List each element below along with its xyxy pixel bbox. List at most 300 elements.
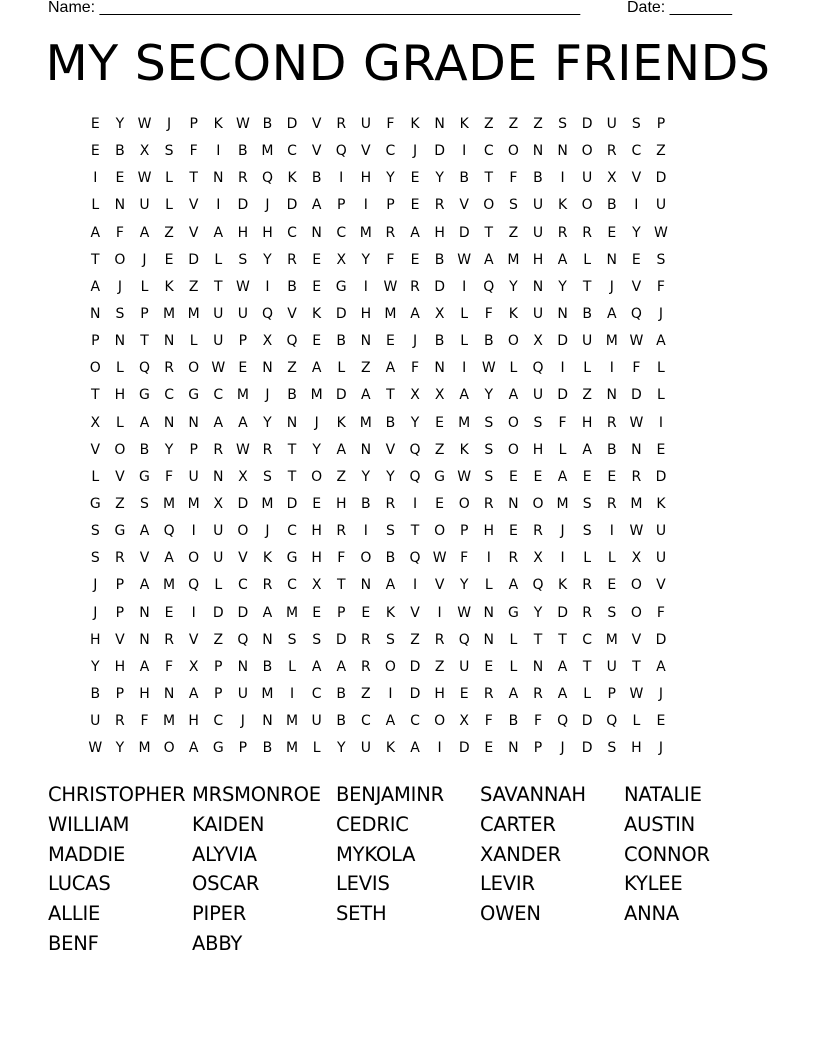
grid-letter[interactable]: N: [213, 468, 224, 485]
grid-letter[interactable]: T: [484, 170, 494, 187]
grid-letter[interactable]: C: [164, 387, 174, 404]
grid-letter[interactable]: F: [460, 550, 469, 567]
grid-letter[interactable]: K: [287, 170, 297, 187]
grid-letter[interactable]: N: [508, 740, 519, 757]
grid-letter[interactable]: L: [657, 360, 665, 377]
grid-letter[interactable]: O: [114, 251, 126, 268]
grid-letter[interactable]: U: [606, 116, 617, 133]
grid-letter[interactable]: Q: [557, 713, 569, 730]
grid-letter[interactable]: M: [605, 333, 618, 350]
grid-letter[interactable]: E: [164, 251, 174, 268]
grid-letter[interactable]: O: [434, 713, 446, 730]
grid-letter[interactable]: N: [483, 631, 495, 648]
grid-letter[interactable]: W: [629, 333, 644, 350]
grid-letter[interactable]: B: [606, 197, 617, 214]
grid-letter[interactable]: Y: [336, 740, 346, 757]
grid-letter[interactable]: Z: [508, 224, 519, 241]
grid-letter[interactable]: H: [532, 441, 544, 458]
grid-letter[interactable]: A: [410, 306, 420, 323]
grid-letter[interactable]: A: [459, 387, 469, 404]
grid-letter[interactable]: C: [287, 577, 297, 594]
grid-letter[interactable]: B: [262, 116, 273, 133]
grid-letter[interactable]: F: [189, 143, 198, 160]
grid-letter[interactable]: R: [410, 278, 420, 295]
grid-letter[interactable]: S: [385, 523, 395, 540]
grid-letter[interactable]: F: [484, 306, 493, 323]
grid-letter[interactable]: G: [89, 496, 101, 513]
grid-letter[interactable]: L: [632, 713, 641, 730]
grid-letter[interactable]: X: [90, 414, 101, 431]
grid-letter[interactable]: A: [484, 251, 494, 268]
grid-letter[interactable]: N: [557, 143, 568, 160]
grid-letter[interactable]: E: [410, 251, 420, 268]
grid-letter[interactable]: F: [656, 278, 665, 295]
grid-letter[interactable]: K: [312, 306, 322, 323]
grid-letter[interactable]: U: [582, 333, 593, 350]
grid-letter[interactable]: E: [459, 686, 469, 703]
grid-letter[interactable]: L: [583, 686, 592, 703]
grid-letter[interactable]: T: [410, 523, 420, 540]
grid-letter[interactable]: W: [137, 170, 152, 187]
grid-letter[interactable]: D: [286, 116, 298, 133]
grid-letter[interactable]: Y: [164, 441, 174, 458]
grid-letter[interactable]: B: [90, 686, 101, 703]
grid-letter[interactable]: H: [311, 523, 322, 540]
grid-letter[interactable]: U: [606, 658, 617, 675]
grid-letter[interactable]: O: [434, 523, 446, 540]
grid-letter[interactable]: J: [93, 577, 98, 594]
grid-letter[interactable]: N: [532, 658, 544, 675]
grid-letter[interactable]: K: [336, 414, 346, 431]
grid-letter[interactable]: P: [656, 116, 666, 133]
grid-letter[interactable]: K: [557, 197, 568, 214]
grid-letter[interactable]: Z: [188, 278, 199, 295]
grid-letter[interactable]: L: [165, 197, 173, 214]
grid-letter[interactable]: F: [632, 360, 641, 377]
grid-letter[interactable]: R: [582, 604, 593, 621]
grid-letter[interactable]: V: [188, 197, 199, 214]
grid-letter[interactable]: U: [459, 658, 470, 675]
grid-letter[interactable]: A: [508, 577, 519, 594]
grid-letter[interactable]: W: [88, 740, 103, 757]
grid-letter[interactable]: N: [483, 604, 495, 621]
grid-letter[interactable]: T: [632, 658, 641, 675]
grid-letter[interactable]: E: [435, 496, 445, 513]
grid-letter[interactable]: H: [483, 523, 495, 540]
grid-letter[interactable]: L: [337, 360, 346, 377]
grid-letter[interactable]: W: [235, 278, 250, 295]
grid-letter[interactable]: J: [658, 306, 664, 323]
grid-letter[interactable]: X: [459, 713, 469, 730]
grid-letter[interactable]: T: [287, 441, 297, 458]
grid-letter[interactable]: I: [388, 686, 393, 703]
grid-letter[interactable]: E: [361, 604, 371, 621]
grid-letter[interactable]: G: [188, 387, 200, 404]
grid-letter[interactable]: R: [606, 496, 617, 513]
grid-letter[interactable]: I: [462, 360, 467, 377]
grid-letter[interactable]: L: [484, 577, 493, 594]
grid-letter[interactable]: N: [237, 658, 249, 675]
grid-letter[interactable]: O: [188, 360, 200, 377]
grid-letter[interactable]: R: [582, 577, 593, 594]
grid-letter[interactable]: X: [606, 170, 617, 187]
grid-letter[interactable]: W: [235, 441, 250, 458]
grid-letter[interactable]: H: [335, 496, 347, 513]
grid-letter[interactable]: B: [385, 414, 396, 431]
grid-letter[interactable]: D: [335, 387, 347, 404]
grid-letter[interactable]: U: [655, 523, 667, 540]
grid-letter[interactable]: E: [312, 604, 322, 621]
grid-letter[interactable]: R: [164, 360, 174, 377]
grid-letter[interactable]: T: [91, 387, 100, 404]
grid-letter[interactable]: M: [359, 224, 372, 241]
grid-letter[interactable]: Z: [656, 143, 666, 160]
grid-letter[interactable]: F: [533, 713, 543, 730]
grid-letter[interactable]: C: [385, 143, 396, 160]
grid-letter[interactable]: N: [532, 278, 544, 295]
grid-letter[interactable]: B: [311, 170, 322, 187]
grid-letter[interactable]: L: [115, 414, 124, 431]
grid-letter[interactable]: L: [583, 550, 592, 567]
grid-letter[interactable]: I: [560, 360, 565, 377]
grid-letter[interactable]: I: [216, 197, 221, 214]
grid-letter[interactable]: O: [507, 414, 519, 431]
grid-letter[interactable]: S: [607, 604, 617, 621]
grid-letter[interactable]: D: [188, 251, 200, 268]
grid-letter[interactable]: Y: [533, 604, 543, 621]
grid-letter[interactable]: S: [533, 414, 543, 431]
grid-letter[interactable]: R: [606, 414, 617, 431]
grid-letter[interactable]: B: [336, 686, 347, 703]
grid-letter[interactable]: Q: [458, 631, 470, 648]
grid-letter[interactable]: D: [286, 496, 298, 513]
grid-letter[interactable]: S: [631, 116, 641, 133]
grid-letter[interactable]: I: [191, 523, 196, 540]
grid-letter[interactable]: U: [532, 197, 544, 214]
grid-letter[interactable]: Y: [361, 468, 371, 485]
grid-letter[interactable]: W: [432, 550, 447, 567]
grid-letter[interactable]: V: [631, 631, 642, 648]
grid-letter[interactable]: O: [532, 496, 544, 513]
grid-letter[interactable]: R: [434, 631, 445, 648]
grid-letter[interactable]: I: [216, 143, 221, 160]
grid-letter[interactable]: N: [606, 387, 617, 404]
grid-letter[interactable]: Q: [630, 306, 642, 323]
grid-letter[interactable]: U: [139, 197, 150, 214]
grid-letter[interactable]: R: [115, 550, 125, 567]
grid-letter[interactable]: A: [139, 658, 150, 675]
grid-letter[interactable]: E: [90, 143, 100, 160]
grid-letter[interactable]: V: [188, 631, 199, 648]
grid-letter[interactable]: Z: [164, 224, 174, 241]
grid-letter[interactable]: Z: [115, 496, 125, 513]
grid-letter[interactable]: I: [437, 740, 442, 757]
grid-letter[interactable]: E: [582, 468, 592, 485]
grid-letter[interactable]: F: [115, 224, 124, 241]
grid-letter[interactable]: J: [265, 523, 270, 540]
grid-letter[interactable]: S: [287, 631, 297, 648]
grid-letter[interactable]: V: [361, 143, 371, 160]
grid-letter[interactable]: E: [410, 170, 420, 187]
grid-letter[interactable]: T: [386, 387, 395, 404]
grid-letter[interactable]: T: [91, 251, 100, 268]
grid-letter[interactable]: S: [508, 197, 518, 214]
grid-letter[interactable]: S: [263, 468, 272, 485]
grid-letter[interactable]: A: [557, 686, 568, 703]
grid-letter[interactable]: O: [507, 333, 519, 350]
grid-letter[interactable]: P: [337, 197, 346, 214]
grid-letter[interactable]: A: [361, 387, 371, 404]
grid-letter[interactable]: E: [607, 577, 617, 594]
date-field-label[interactable]: Date: _______: [627, 0, 732, 16]
grid-letter[interactable]: U: [532, 387, 544, 404]
grid-letter[interactable]: P: [115, 686, 125, 703]
grid-letter[interactable]: L: [140, 278, 149, 295]
grid-letter[interactable]: X: [238, 468, 248, 485]
grid-letter[interactable]: D: [335, 631, 347, 648]
grid-letter[interactable]: N: [163, 686, 175, 703]
grid-letter[interactable]: S: [312, 631, 322, 648]
grid-letter[interactable]: L: [509, 360, 518, 377]
grid-letter[interactable]: M: [556, 496, 569, 513]
grid-letter[interactable]: I: [560, 550, 565, 567]
grid-letter[interactable]: A: [606, 306, 617, 323]
grid-letter[interactable]: I: [412, 577, 418, 594]
grid-letter[interactable]: U: [532, 224, 544, 241]
grid-letter[interactable]: W: [457, 468, 472, 485]
grid-letter[interactable]: W: [235, 116, 250, 133]
grid-letter[interactable]: A: [90, 224, 101, 241]
grid-letter[interactable]: J: [560, 740, 565, 757]
grid-letter[interactable]: N: [532, 143, 544, 160]
grid-letter[interactable]: V: [139, 550, 150, 567]
grid-letter[interactable]: D: [458, 740, 470, 757]
grid-letter[interactable]: A: [139, 523, 150, 540]
grid-letter[interactable]: N: [262, 631, 273, 648]
grid-letter[interactable]: X: [631, 550, 642, 567]
grid-letter[interactable]: I: [609, 523, 614, 540]
grid-letter[interactable]: U: [188, 468, 199, 485]
grid-letter[interactable]: R: [360, 658, 371, 675]
grid-letter[interactable]: A: [139, 224, 150, 241]
grid-letter[interactable]: H: [262, 224, 273, 241]
grid-letter[interactable]: Q: [261, 306, 273, 323]
grid-letter[interactable]: E: [631, 251, 641, 268]
grid-letter[interactable]: O: [114, 441, 126, 458]
grid-letter[interactable]: B: [508, 713, 519, 730]
grid-letter[interactable]: E: [656, 713, 666, 730]
grid-letter[interactable]: E: [164, 604, 174, 621]
grid-letter[interactable]: A: [656, 333, 666, 350]
grid-letter[interactable]: I: [265, 278, 270, 295]
grid-letter[interactable]: N: [508, 496, 519, 513]
grid-letter[interactable]: A: [311, 197, 322, 214]
grid-letter[interactable]: J: [658, 686, 664, 703]
grid-letter[interactable]: A: [188, 740, 199, 757]
grid-letter[interactable]: C: [336, 224, 347, 241]
grid-letter[interactable]: V: [656, 577, 666, 594]
grid-letter[interactable]: D: [409, 658, 421, 675]
grid-letter[interactable]: S: [582, 496, 592, 513]
grid-letter[interactable]: H: [188, 713, 199, 730]
grid-letter[interactable]: U: [237, 306, 248, 323]
grid-letter[interactable]: Y: [386, 170, 395, 187]
grid-letter[interactable]: R: [483, 496, 494, 513]
grid-letter[interactable]: X: [336, 251, 347, 268]
grid-letter[interactable]: Y: [263, 251, 272, 268]
grid-letter[interactable]: O: [188, 550, 200, 567]
grid-letter[interactable]: I: [462, 143, 467, 160]
grid-letter[interactable]: E: [115, 170, 125, 187]
grid-letter[interactable]: C: [237, 577, 248, 594]
grid-letter[interactable]: N: [114, 197, 126, 214]
grid-letter[interactable]: R: [533, 523, 543, 540]
grid-letter[interactable]: X: [262, 333, 273, 350]
grid-letter[interactable]: C: [287, 143, 297, 160]
grid-letter[interactable]: X: [410, 387, 420, 404]
grid-letter[interactable]: M: [187, 306, 200, 323]
grid-letter[interactable]: J: [240, 713, 245, 730]
grid-letter[interactable]: J: [117, 278, 122, 295]
grid-letter[interactable]: H: [581, 414, 593, 431]
grid-letter[interactable]: P: [189, 116, 198, 133]
grid-letter[interactable]: N: [188, 414, 199, 431]
grid-letter[interactable]: U: [237, 686, 248, 703]
grid-letter[interactable]: G: [286, 550, 298, 567]
grid-letter[interactable]: B: [139, 441, 150, 458]
grid-letter[interactable]: M: [384, 306, 397, 323]
grid-letter[interactable]: J: [412, 143, 418, 160]
grid-letter[interactable]: J: [314, 414, 319, 431]
grid-letter[interactable]: Y: [632, 224, 641, 241]
grid-letter[interactable]: J: [142, 251, 147, 268]
grid-letter[interactable]: O: [89, 360, 101, 377]
grid-letter[interactable]: S: [238, 251, 248, 268]
grid-letter[interactable]: O: [458, 496, 470, 513]
grid-letter[interactable]: A: [164, 550, 174, 567]
grid-letter[interactable]: N: [163, 333, 175, 350]
grid-letter[interactable]: P: [115, 604, 125, 621]
grid-letter[interactable]: V: [311, 116, 322, 133]
grid-letter[interactable]: K: [557, 577, 568, 594]
grid-letter[interactable]: K: [410, 116, 420, 133]
grid-letter[interactable]: F: [386, 116, 395, 133]
grid-letter[interactable]: D: [237, 197, 249, 214]
grid-letter[interactable]: B: [385, 550, 396, 567]
grid-letter[interactable]: V: [238, 550, 248, 567]
grid-letter[interactable]: E: [410, 197, 420, 214]
grid-letter[interactable]: S: [115, 306, 125, 323]
grid-letter[interactable]: P: [238, 740, 248, 757]
grid-letter[interactable]: G: [114, 523, 126, 540]
grid-letter[interactable]: Q: [409, 468, 421, 485]
grid-letter[interactable]: F: [509, 170, 518, 187]
grid-letter[interactable]: F: [165, 468, 174, 485]
grid-letter[interactable]: S: [164, 143, 174, 160]
grid-letter[interactable]: B: [262, 740, 273, 757]
grid-letter[interactable]: M: [187, 496, 200, 513]
grid-letter[interactable]: A: [213, 414, 224, 431]
grid-letter[interactable]: N: [631, 441, 642, 458]
grid-letter[interactable]: R: [360, 631, 371, 648]
grid-letter[interactable]: S: [582, 523, 592, 540]
grid-letter[interactable]: Y: [459, 577, 469, 594]
grid-letter[interactable]: K: [385, 604, 396, 621]
grid-letter[interactable]: R: [533, 686, 543, 703]
grid-letter[interactable]: S: [90, 550, 100, 567]
grid-letter[interactable]: B: [115, 143, 125, 160]
grid-letter[interactable]: N: [262, 360, 273, 377]
grid-letter[interactable]: T: [582, 278, 592, 295]
grid-letter[interactable]: D: [434, 143, 445, 160]
grid-letter[interactable]: W: [211, 360, 226, 377]
grid-letter[interactable]: T: [558, 631, 567, 648]
grid-letter[interactable]: W: [654, 224, 668, 241]
grid-letter[interactable]: A: [311, 360, 322, 377]
grid-letter[interactable]: H: [360, 306, 372, 323]
grid-letter[interactable]: N: [434, 116, 445, 133]
grid-letter[interactable]: Q: [188, 577, 200, 594]
grid-letter[interactable]: C: [360, 713, 371, 730]
grid-letter[interactable]: Q: [606, 713, 618, 730]
grid-letter[interactable]: D: [655, 170, 667, 187]
grid-letter[interactable]: B: [287, 278, 297, 295]
grid-letter[interactable]: K: [459, 116, 469, 133]
grid-letter[interactable]: S: [140, 496, 149, 513]
grid-letter[interactable]: B: [361, 496, 371, 513]
grid-letter[interactable]: A: [188, 686, 199, 703]
grid-letter[interactable]: B: [483, 333, 494, 350]
grid-letter[interactable]: C: [582, 631, 593, 648]
grid-letter[interactable]: N: [557, 306, 568, 323]
grid-letter[interactable]: F: [484, 713, 493, 730]
grid-letter[interactable]: F: [410, 360, 420, 377]
grid-letter[interactable]: P: [386, 197, 395, 214]
grid-letter[interactable]: E: [385, 333, 395, 350]
grid-letter[interactable]: U: [532, 306, 544, 323]
grid-letter[interactable]: E: [484, 740, 494, 757]
grid-letter[interactable]: F: [558, 414, 567, 431]
grid-letter[interactable]: A: [238, 414, 248, 431]
grid-letter[interactable]: W: [457, 251, 472, 268]
grid-letter[interactable]: V: [459, 197, 469, 214]
grid-letter[interactable]: T: [336, 577, 346, 594]
grid-letter[interactable]: G: [335, 278, 347, 295]
grid-letter[interactable]: O: [311, 468, 323, 485]
grid-letter[interactable]: J: [560, 523, 565, 540]
grid-letter[interactable]: Z: [361, 360, 371, 377]
grid-letter[interactable]: R: [557, 224, 568, 241]
grid-letter[interactable]: I: [363, 523, 368, 540]
grid-letter[interactable]: W: [481, 360, 496, 377]
grid-letter[interactable]: S: [484, 441, 494, 458]
grid-letter[interactable]: X: [188, 658, 199, 675]
grid-letter[interactable]: O: [507, 441, 519, 458]
grid-letter[interactable]: C: [213, 387, 224, 404]
grid-letter[interactable]: I: [560, 170, 565, 187]
grid-letter[interactable]: M: [261, 143, 274, 160]
grid-letter[interactable]: Y: [115, 116, 125, 133]
grid-letter[interactable]: Z: [434, 658, 445, 675]
grid-letter[interactable]: A: [410, 740, 420, 757]
grid-letter[interactable]: A: [385, 713, 396, 730]
grid-letter[interactable]: A: [557, 468, 568, 485]
grid-letter[interactable]: N: [360, 333, 372, 350]
grid-letter[interactable]: R: [606, 143, 617, 160]
grid-letter[interactable]: H: [114, 658, 126, 675]
grid-letter[interactable]: F: [386, 251, 395, 268]
grid-letter[interactable]: U: [360, 116, 371, 133]
